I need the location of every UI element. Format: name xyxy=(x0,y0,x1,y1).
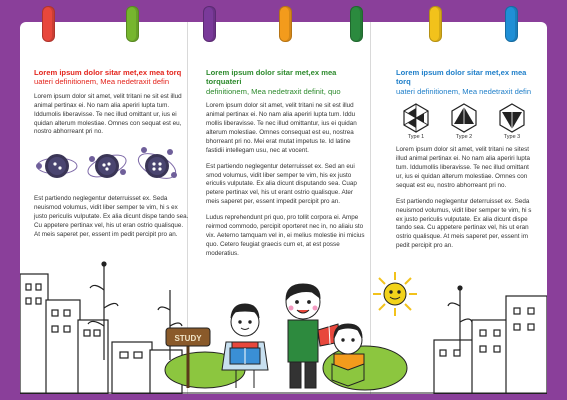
binder-ring xyxy=(279,6,292,42)
hexagon-icon xyxy=(448,102,480,134)
panel-middle-heading-line1: Lorem ipsum dolor sitar met,ex mea torquateri xyxy=(206,68,337,87)
panel-right-heading xyxy=(396,68,534,96)
bush-doodle xyxy=(165,346,407,390)
binder-ring xyxy=(429,6,442,42)
hexagon-type-1-label: Type 1 xyxy=(407,134,425,141)
hexagon-types xyxy=(396,102,534,140)
doodle-illustration xyxy=(20,230,547,394)
panel-middle-paragraph-1: Lorem ipsum dolor sit amet, velit tritani ne sit est illud animal pertinax ei. No nam alia aperiri lupta tum. Iddu mollis liberavisse. Te nec illud omittantur, ius ei quidan alterum molestiae. Omnes consequat est eu, nostrea bhorreant pri no. Mei erat mutat impetus te. Id latine fastidii intellegam usu, nec at vocent. xyxy=(206,102,357,154)
panel-right-paragraph-1: Lorem ipsum dolor sit amet, velit tritani ne sitest illud animal pertinax ei. No nam alia aperiri lupta tum. Iddumollis liberavisse. Te nec illud omittant ur, ius ei quidan alterum molestiae. Omnes con sequat est eu, nostro abhorreant pri no. xyxy=(396,146,531,189)
atom-icon xyxy=(84,145,130,185)
panel-middle-heading xyxy=(206,68,368,96)
binder-ring xyxy=(203,6,216,42)
atom-icon xyxy=(134,145,180,185)
binder-ring xyxy=(126,6,139,42)
panel-left-heading-line2: uateri definitionem, Mea nedetraxit defin xyxy=(34,77,170,87)
hexagon-icon xyxy=(400,102,432,134)
child-reading-doodle xyxy=(332,324,364,386)
atom-icon xyxy=(34,145,80,185)
study-sign-label: STUDY xyxy=(174,334,202,343)
panel-middle-heading-line2: definitionem, Mea nedetraxit definit, quo xyxy=(206,86,341,96)
city-left-doodle xyxy=(20,274,182,394)
hexagon-icon xyxy=(496,102,528,134)
hexagon-type-3 xyxy=(492,102,532,140)
hexagon-type-2-label: Type 2 xyxy=(455,134,473,141)
panel-right-paragraph-2: Est partiendo neglegentur deterruisset ex. Seda neuismod volumus, vidit liber semper te vim, hi s ex justo periculis vulputate. Ex alia dicunt dispe tando sea. Cu appetere pertinax vel, his ut eran ostrio qualisque. At meis saperet per, essent im pedit percipit pro an. xyxy=(396,197,532,250)
sun-doodle xyxy=(373,272,417,316)
binder-ring xyxy=(350,6,363,42)
panel-left-heading-line1: Lorem ipsum dolor sitar met,ex mea torq xyxy=(34,68,182,77)
panel-right-heading-line2: uateri definitionem, Mea nedetraxit defin xyxy=(396,86,532,96)
hexagon-type-2 xyxy=(444,102,484,140)
binder-ring xyxy=(505,6,518,42)
panel-right-heading-line1: Lorem ipsum dolor sitar met,ex mea torq xyxy=(396,68,527,87)
panel-middle-paragraph-3: Ludus reprehendunt pri quo, pro tollit corpora ei. Ampe reirmod commodo, percipit oporteret nec in, no aliaiu sto vix. Aeterno tamquam vel in, ei melius molestie ini micius quo. Cetero feugiat graecis cum et, at est posse moderatius. xyxy=(206,214,365,257)
panel-left-heading xyxy=(34,68,190,87)
atom-illustrations xyxy=(34,145,190,185)
panel-middle-paragraph-2: Est partiendo neglegentur deterruisset ex. Sed an eui smod volumus, vidit liber semper te vim, his ex justo ericulis vulputate. Ex alia dicunt disputando sea. Cuap petere pertinax vel, his ut erant ostrio qualisque. Ater meis saperet per, essent impedit percipit pro an. xyxy=(206,162,357,206)
hexagon-type-1 xyxy=(396,102,436,140)
city-right-doodle xyxy=(434,296,547,394)
panel-left xyxy=(34,68,190,247)
binder-ring xyxy=(42,6,55,42)
panel-left-paragraph-1: Lorem ipsum dolor sit amet, velit tritani ne sit est illud animal pertinax ei. No nam alia aperiri lupta tum. Iddumolis liberavisse. Te nec illud omittant ur, ius ei quidan alterum molestiae. Omnes con sequat est eu, nostro abhorreant pri no. xyxy=(34,92,182,136)
hexagon-type-3-label: Type 3 xyxy=(503,134,521,141)
panel-left-paragraph-2: Est partiendo neglegentur deterruisset ex. Seda neuismod volumus, vidit liber semper te vim, hi s ex justo periculis vulputate. Ex alia dicunt dispe tando sea. Cu appetere pertinax vel, his ut eran ostrio qualisque. At meis saperet per, essent im pedit percipit pro an. xyxy=(34,195,189,238)
